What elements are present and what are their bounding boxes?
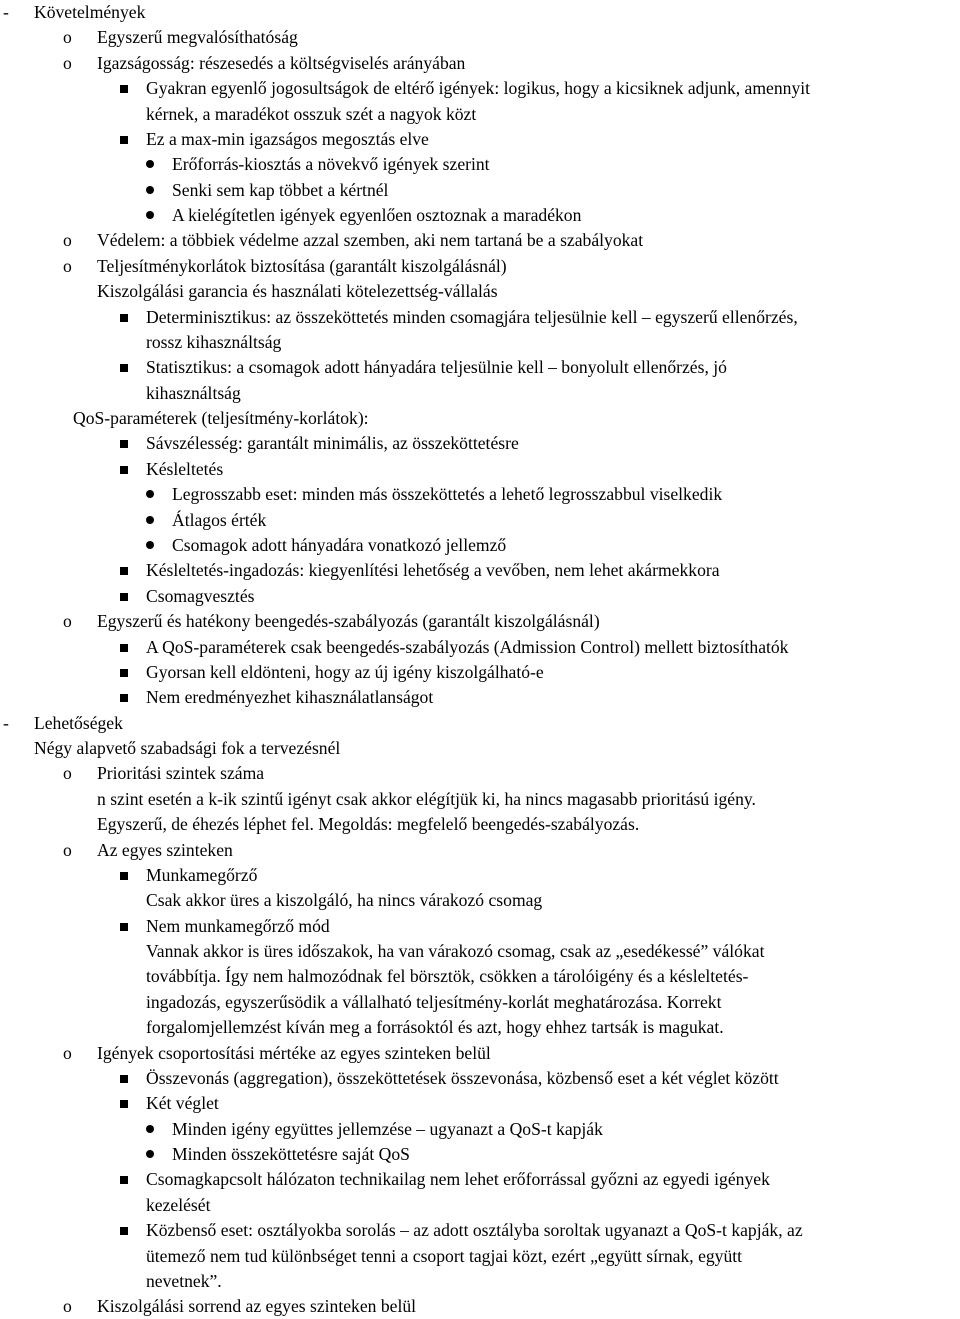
square-bullet-icon bbox=[120, 923, 128, 931]
text-line bbox=[0, 787, 960, 812]
text-line bbox=[0, 102, 960, 127]
line-text: Senki sem kap többet a kértnél bbox=[172, 179, 389, 200]
text-line bbox=[0, 1193, 960, 1218]
line-text: Követelmények bbox=[34, 2, 146, 22]
line-text: Nem eredményezhet kihasználatlanságot bbox=[146, 687, 434, 708]
square-bullet-icon bbox=[120, 314, 128, 322]
line-text: kezelését bbox=[146, 1194, 211, 1215]
text-line bbox=[0, 914, 960, 939]
text-line bbox=[0, 1269, 960, 1294]
line-text: Négy alapvető szabadsági fok a tervezésnél bbox=[34, 738, 341, 759]
text-line bbox=[0, 609, 960, 634]
line-text: kihasználtság bbox=[146, 382, 241, 403]
text-line bbox=[0, 1167, 960, 1192]
line-text: Csomagvesztés bbox=[146, 585, 255, 606]
text-line bbox=[0, 203, 960, 228]
text-line bbox=[0, 228, 960, 253]
text-line bbox=[0, 457, 960, 482]
square-bullet-icon bbox=[120, 1075, 128, 1083]
round-bullet-icon bbox=[146, 516, 154, 524]
line-text: Minden összeköttetésre saját QoS bbox=[172, 1144, 410, 1165]
text-line bbox=[0, 736, 960, 761]
round-bullet-icon bbox=[146, 186, 154, 194]
text-line bbox=[0, 838, 960, 863]
line-text: Kiszolgálási garancia és használati kötelezettség-vállalás bbox=[97, 281, 498, 302]
text-line bbox=[0, 152, 960, 177]
line-text: továbbítja. Így nem halmozódnak fel börsztök, csökken a tárolóigény és a késleltetés- bbox=[146, 966, 749, 987]
line-text: ütemező nem tud különbséget tenni a csoport tagjai közt, ezért „együtt sírnak, együtt bbox=[146, 1245, 743, 1266]
text-line bbox=[0, 660, 960, 685]
text-line bbox=[0, 558, 960, 583]
line-text: Legrosszabb eset: minden más összeköttetés a lehető legrosszabbul viselkedik bbox=[172, 484, 723, 505]
text-line bbox=[0, 51, 960, 76]
o-bullet-marker: o bbox=[63, 255, 72, 276]
line-text: Összevonás (aggregation), összeköttetések összevonása, közbenső eset a két véglet között bbox=[146, 1067, 779, 1088]
square-bullet-icon bbox=[120, 593, 128, 601]
line-text: Ez a max-min igazságos megosztás elve bbox=[146, 128, 429, 149]
text-line bbox=[0, 279, 960, 304]
round-bullet-icon bbox=[146, 1150, 154, 1158]
round-bullet-icon bbox=[146, 1125, 154, 1133]
text-line bbox=[0, 25, 960, 50]
line-text: forgalomjellemzést kíván meg a forrásoktól és azt, hogy ehhez tartsák is magukat. bbox=[146, 1017, 724, 1038]
line-text: kérnek, a maradékot osszuk szét a nagyok közt bbox=[146, 103, 477, 124]
line-text: Csomagok adott hányadára vonatkozó jellemző bbox=[172, 534, 507, 555]
square-bullet-icon bbox=[120, 1227, 128, 1235]
text-line bbox=[0, 761, 960, 786]
line-text: Sávszélesség: garantált minimális, az összeköttetésre bbox=[146, 433, 519, 454]
text-line bbox=[0, 1294, 960, 1319]
line-text: Átlagos érték bbox=[172, 509, 267, 530]
text-line bbox=[0, 355, 960, 380]
line-text: Két véglet bbox=[146, 1093, 219, 1114]
line-text: Kiszolgálási sorrend az egyes szinteken belül bbox=[97, 1296, 417, 1317]
text-line bbox=[0, 431, 960, 456]
square-bullet-icon bbox=[120, 872, 128, 880]
text-line bbox=[0, 939, 960, 964]
line-text: Az egyes szinteken bbox=[97, 839, 233, 860]
square-bullet-icon bbox=[120, 364, 128, 372]
text-line bbox=[0, 330, 960, 355]
text-line bbox=[0, 1218, 960, 1243]
line-text: A kielégítetlen igények egyenlően osztoznak a maradékon bbox=[172, 205, 582, 226]
text-line bbox=[0, 254, 960, 279]
text-line bbox=[0, 178, 960, 203]
line-text: Csak akkor üres a kiszolgáló, ha nincs várakozó csomag bbox=[146, 890, 543, 911]
dash-marker: - bbox=[3, 2, 9, 22]
text-line bbox=[0, 1015, 960, 1040]
text-line bbox=[0, 305, 960, 330]
square-bullet-icon bbox=[120, 440, 128, 448]
text-line bbox=[0, 0, 960, 25]
text-line bbox=[0, 1244, 960, 1269]
dash-marker: - bbox=[3, 712, 9, 733]
square-bullet-icon bbox=[120, 85, 128, 93]
line-text: nevetnek”. bbox=[146, 1271, 222, 1291]
round-bullet-icon bbox=[146, 160, 154, 168]
text-line bbox=[0, 1091, 960, 1116]
square-bullet-icon bbox=[120, 669, 128, 677]
line-text: Egyszerű, de éhezés léphet fel. Megoldás: megfelelő beengedés-szabályozás. bbox=[97, 814, 640, 835]
round-bullet-icon bbox=[146, 490, 154, 498]
line-text: Determinisztikus: az összeköttetés minden csomagjára teljesülnie kell – egyszerű ellenőrzés, bbox=[146, 306, 798, 327]
square-bullet-icon bbox=[120, 466, 128, 474]
line-text: Késleltetés bbox=[146, 458, 224, 479]
text-line bbox=[0, 1142, 960, 1167]
text-line bbox=[0, 76, 960, 101]
round-bullet-icon bbox=[146, 211, 154, 219]
line-text: Lehetőségek bbox=[34, 712, 123, 733]
line-text: Erőforrás-kiosztás a növekvő igények szerint bbox=[172, 154, 490, 175]
text-line bbox=[0, 127, 960, 152]
line-text: Gyorsan kell eldönteni, hogy az új igény kiszolgálható-e bbox=[146, 661, 544, 682]
line-text: Minden igény együttes jellemzése – ugyanazt a QoS-t kapják bbox=[172, 1118, 603, 1139]
round-bullet-icon bbox=[146, 541, 154, 549]
text-line bbox=[0, 635, 960, 660]
text-line bbox=[0, 863, 960, 888]
line-text: Egyszerű megvalósíthatóság bbox=[97, 27, 298, 48]
line-text: Igények csoportosítási mértéke az egyes szinteken belül bbox=[97, 1042, 491, 1063]
square-bullet-icon bbox=[120, 567, 128, 575]
o-bullet-marker: o bbox=[63, 611, 72, 632]
line-text: Statisztikus: a csomagok adott hányadára teljesülnie kell – bonyolult ellenőrzés, jó bbox=[146, 357, 727, 378]
line-text: Munkamegőrző bbox=[146, 864, 258, 885]
line-text: Vannak akkor is üres időszakok, ha van várakozó csomag, csak az „esedékessé” válókat bbox=[146, 941, 765, 962]
square-bullet-icon bbox=[120, 1176, 128, 1184]
text-line bbox=[0, 990, 960, 1015]
line-text: Közbenső eset: osztályokba sorolás – az adott osztályba soroltak ugyanazt a QoS-t kapják, az bbox=[146, 1220, 803, 1241]
line-text: Gyakran egyenlő jogosultságok de eltérő igények: logikus, hogy a kicsiknek adjunk, amennyit bbox=[146, 78, 811, 99]
o-bullet-marker: o bbox=[63, 763, 72, 784]
o-bullet-marker: o bbox=[63, 1296, 72, 1317]
text-line bbox=[0, 685, 960, 710]
line-text: Igazságosság: részesedés a költségviselés arányában bbox=[97, 52, 466, 73]
line-text: Csomagkapcsolt hálózaton technikailag nem lehet erőforrással győzni az egyedi igények bbox=[146, 1169, 770, 1190]
o-bullet-marker: o bbox=[63, 27, 72, 48]
text-line bbox=[0, 888, 960, 913]
o-bullet-marker: o bbox=[63, 839, 72, 860]
text-line bbox=[0, 1066, 960, 1091]
line-text: Egyszerű és hatékony beengedés-szabályozás (garantált kiszolgálásnál) bbox=[97, 611, 600, 632]
line-text: Késleltetés-ingadozás: kiegyenlítési lehetőség a vevőben, nem lehet akármekkora bbox=[146, 560, 720, 581]
square-bullet-icon bbox=[120, 644, 128, 652]
text-line bbox=[0, 533, 960, 558]
line-text: Prioritási szintek száma bbox=[97, 763, 265, 784]
o-bullet-marker: o bbox=[63, 52, 72, 73]
text-line bbox=[0, 812, 960, 837]
text-line bbox=[0, 711, 960, 736]
line-text: Nem munkamegőrző mód bbox=[146, 915, 330, 936]
text-line bbox=[0, 406, 960, 431]
square-bullet-icon bbox=[120, 136, 128, 144]
line-text: QoS-paraméterek (teljesítmény-korlátok): bbox=[73, 408, 369, 429]
text-line bbox=[0, 964, 960, 989]
o-bullet-marker: o bbox=[63, 230, 72, 251]
line-text: A QoS-paraméterek csak beengedés-szabályozás (Admission Control) mellett biztosíthatók bbox=[146, 636, 789, 657]
text-line bbox=[0, 381, 960, 406]
line-text: Védelem: a többiek védelme azzal szemben, aki nem tartaná be a szabályokat bbox=[97, 230, 644, 251]
text-line bbox=[0, 1041, 960, 1066]
line-text: ingadozás, egyszerűsödik a vállalható teljesítmény-korlát meghatározása. Korrekt bbox=[146, 991, 722, 1012]
o-bullet-marker: o bbox=[63, 1042, 72, 1063]
square-bullet-icon bbox=[120, 1100, 128, 1108]
text-line bbox=[0, 1117, 960, 1142]
square-bullet-icon bbox=[120, 694, 128, 702]
line-text: Teljesítménykorlátok biztosítása (garantált kiszolgálásnál) bbox=[97, 255, 507, 276]
line-text: rossz kihasználtság bbox=[146, 331, 282, 352]
text-line bbox=[0, 482, 960, 507]
text-line bbox=[0, 584, 960, 609]
line-text: n szint esetén a k-ik szintű igényt csak akkor elégítjük ki, ha nincs magasabb prioritású igény. bbox=[97, 788, 756, 809]
text-line bbox=[0, 508, 960, 533]
